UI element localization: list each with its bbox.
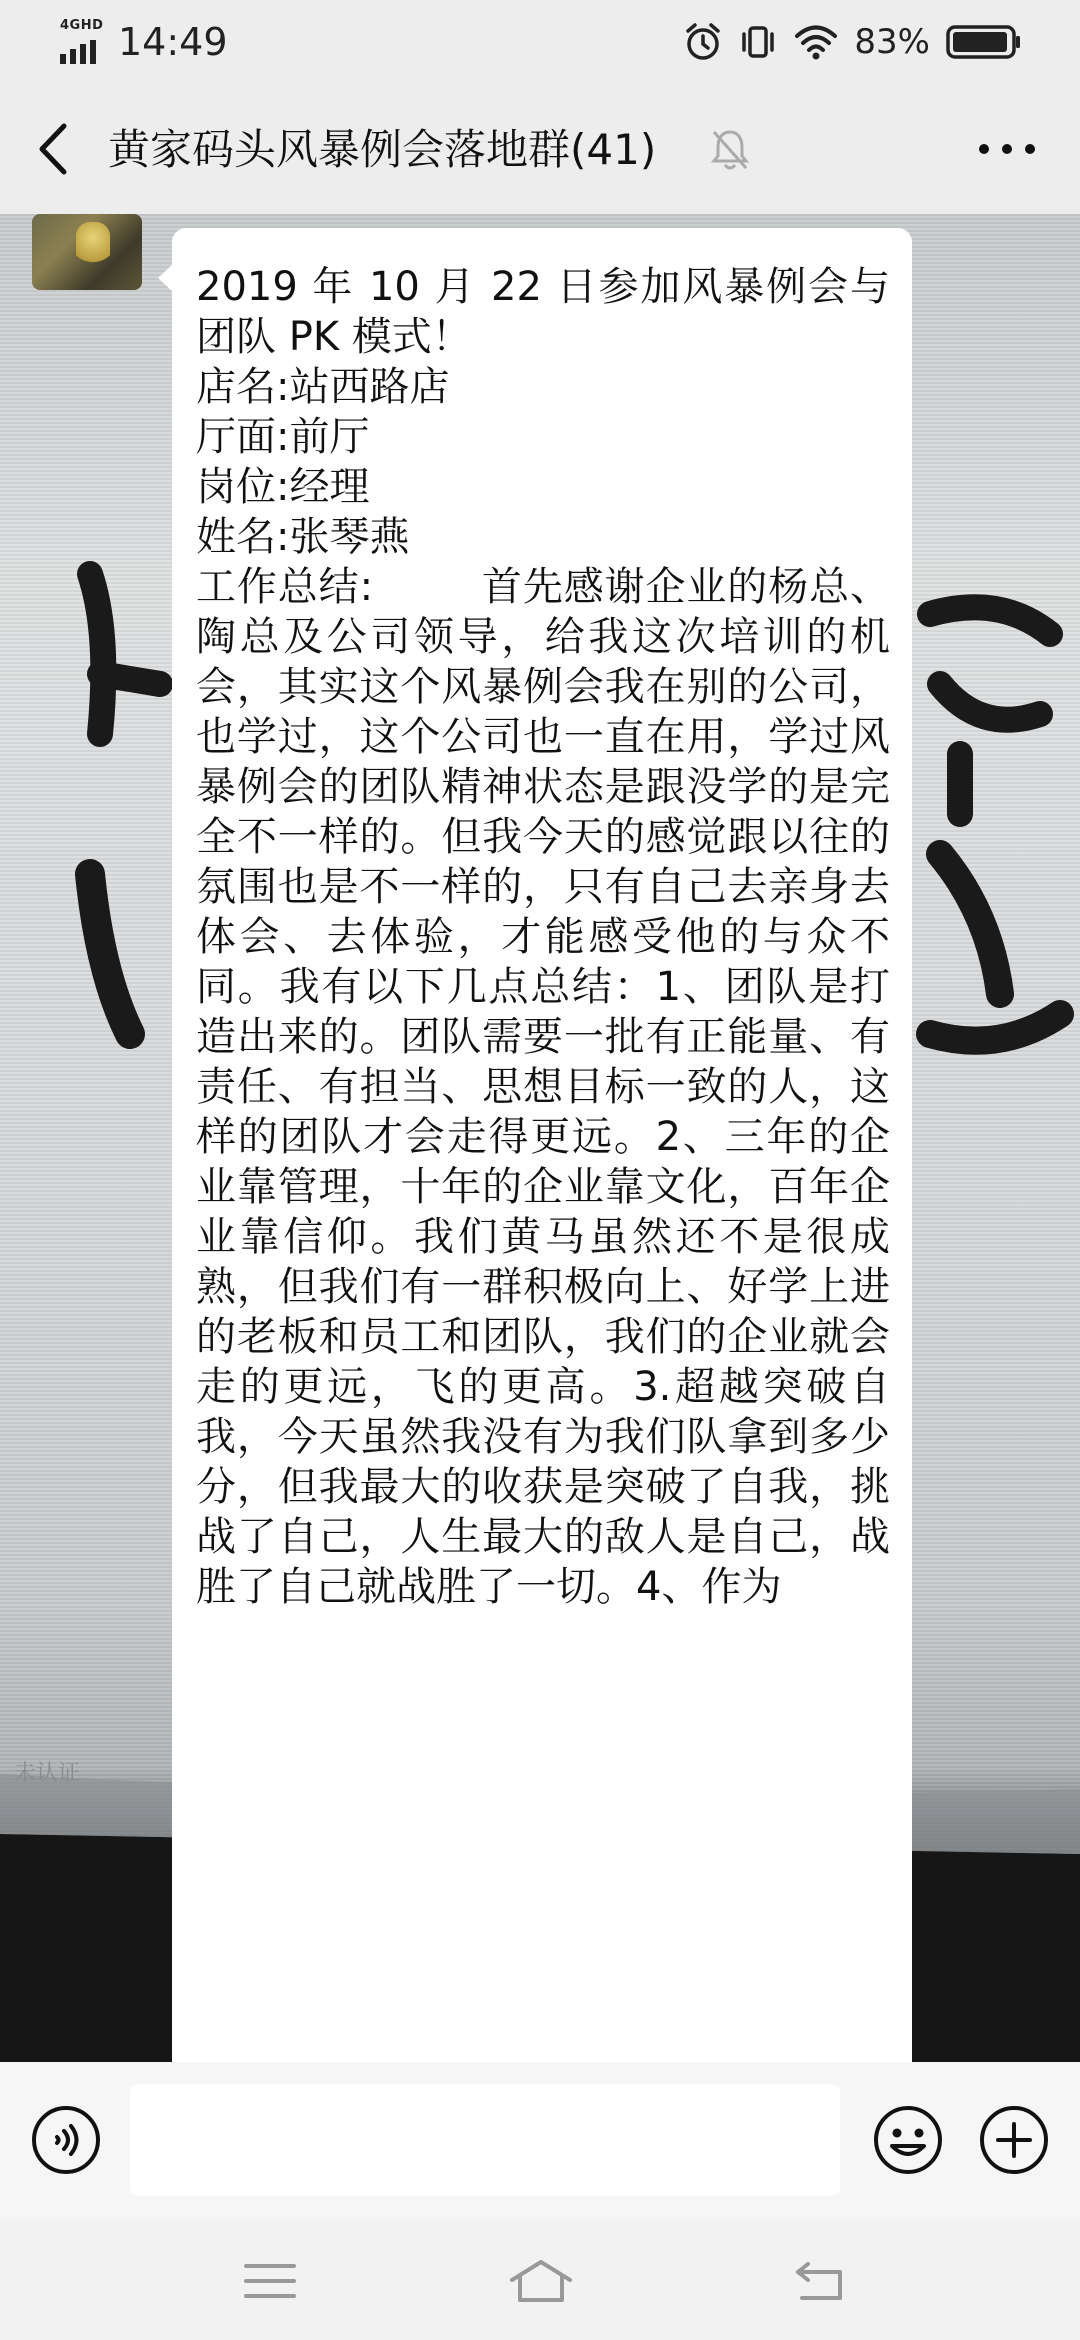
voice-input-icon[interactable] (30, 2104, 102, 2176)
wifi-icon (794, 23, 838, 61)
more-options-icon[interactable] (976, 134, 1038, 164)
mute-bell-icon (710, 128, 750, 172)
chat-header (0, 84, 1080, 214)
status-icons (684, 18, 1022, 66)
battery-icon (946, 24, 1022, 60)
back-arrow-icon[interactable] (30, 120, 78, 178)
battery-percent: 83% (854, 22, 930, 62)
sender-avatar[interactable] (32, 214, 142, 290)
system-navigation-bar (0, 2220, 1080, 2340)
menu-icon[interactable] (240, 2258, 300, 2304)
emoji-icon[interactable] (872, 2104, 944, 2176)
home-icon[interactable] (508, 2258, 574, 2304)
vibrate-icon (738, 22, 778, 62)
alarm-icon (684, 22, 722, 62)
signal-bars (60, 40, 96, 64)
cellular-signal-icon (58, 18, 108, 62)
message-input[interactable] (130, 2084, 840, 2196)
background-watermark: 未认证 (14, 1761, 81, 1786)
back-navigation-icon[interactable] (790, 2258, 850, 2304)
status-time: 14:49 (118, 20, 228, 64)
add-attachment-icon[interactable] (978, 2104, 1050, 2176)
network-type: 4GHD (60, 18, 104, 33)
input-bar (0, 2062, 1080, 2220)
message-bubble[interactable] (172, 228, 912, 2062)
chat-message-area[interactable] (0, 214, 1080, 2062)
chat-title: 黄家码头风暴例会落地群(41) (108, 125, 657, 174)
message-text: 2019 年 10 月 22 日参加风暴例会与团队 PK 模式！ 店名:站西路店 厅面:前厅 岗位:经理 姓名:张琴燕 工作总结: 首先感谢企业的杨总、陶总及公司领导，给我这次培训的机会，其实这个风暴例会我在别的公司，也学过，这个公司也一直在用，学过风暴例会的团队精神状态是跟没学的是完全不一样的。但我今天的感觉跟以往的氛围也是不一样的，只有自己去亲身去体会、去体验，才能感受他的与众不同。我有以下几点总结：1、团队是打造出来的。团队需要一批有正能量、有责任、有担当、思想目标一致的人，这样的团队才会走得更远。2、三年的企业靠管理，十年的企业靠文化，百年企业靠信仰。我们黄马虽然还不是很成熟，但我们有一群积极向上、好学上进的老板和员工和团队，我们的企业就会走的更远，飞的更高。3.超越突破自我，今天虽然我没有为我们队拿到多少分，但我最大的收获是突破了自我，挑战了自己，人生最大的敌人是自己，战胜了自己就战胜了一切。4、作为 (196, 264, 890, 1610)
status-bar (0, 0, 1080, 84)
